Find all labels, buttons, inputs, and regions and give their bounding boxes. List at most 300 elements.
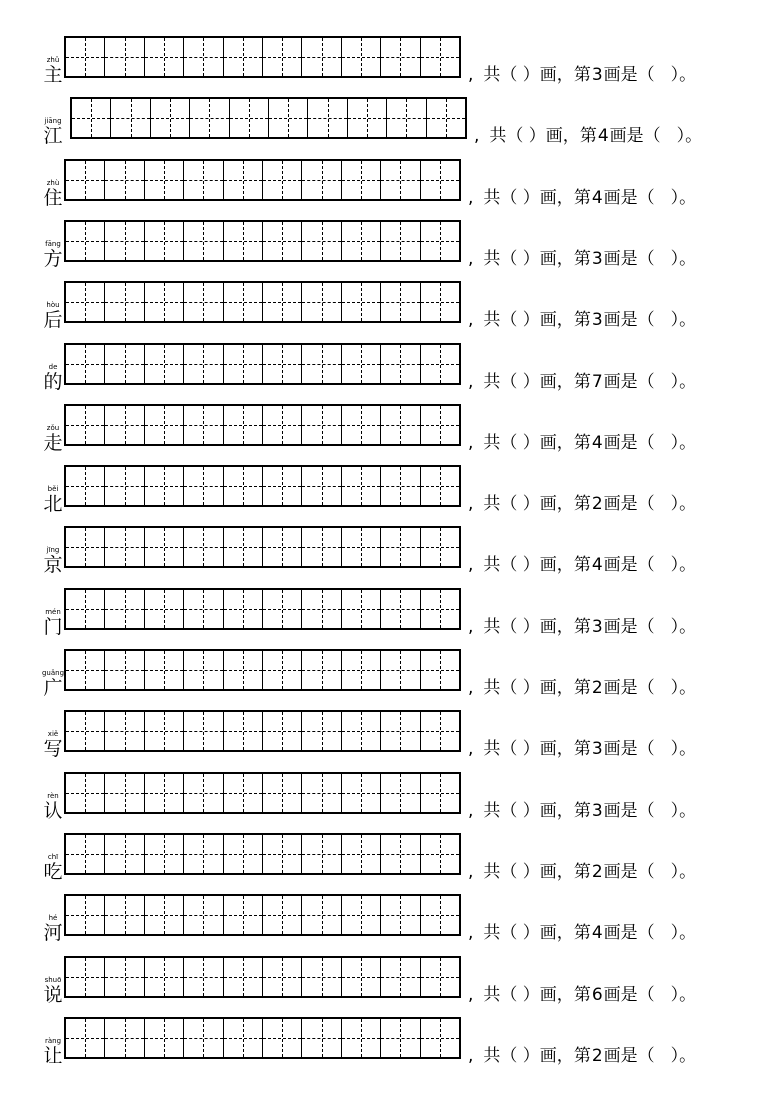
- stroke-number: 3: [591, 617, 603, 637]
- tianzige-cell[interactable]: [302, 528, 341, 566]
- pinyin-label: jiāng: [44, 117, 62, 125]
- pinyin-label: zhù: [46, 179, 60, 187]
- tianzige-cell[interactable]: [263, 774, 302, 812]
- comma-text: ,: [468, 801, 474, 821]
- tianzige-cell[interactable]: [342, 467, 381, 505]
- tianzige-cell[interactable]: [381, 283, 420, 321]
- stroke-question: [468, 187, 696, 209]
- writing-grid[interactable]: [64, 36, 461, 78]
- exercise-row: [0, 770, 780, 831]
- tianzige-cell[interactable]: [145, 835, 184, 873]
- tianzige-cell[interactable]: [184, 712, 223, 750]
- tianzige-cell[interactable]: [66, 835, 105, 873]
- tianzige-cell[interactable]: [302, 896, 341, 934]
- ordinal-label: 第: [573, 372, 591, 392]
- total-label: 共: [483, 555, 501, 575]
- tianzige-cell[interactable]: [66, 590, 105, 628]
- character-label: 写: [43, 738, 63, 760]
- tianzige-cell[interactable]: [302, 38, 341, 76]
- writing-grid[interactable]: [64, 343, 461, 385]
- tianzige-cell[interactable]: [342, 835, 381, 873]
- tianzige-cell[interactable]: [145, 467, 184, 505]
- tianzige-cell[interactable]: [145, 774, 184, 812]
- pinyin-label: rèn: [47, 792, 59, 800]
- stroke-number: 3: [591, 739, 603, 759]
- stroke-is-label: 画是（: [603, 310, 655, 330]
- tianzige-cell[interactable]: [421, 345, 459, 383]
- writing-grid[interactable]: [70, 97, 467, 139]
- tianzige-cell[interactable]: [105, 528, 144, 566]
- tianzige-cell[interactable]: [66, 651, 105, 689]
- tianzige-cell[interactable]: [145, 1019, 184, 1057]
- pinyin-label: fāng: [45, 240, 61, 248]
- stroke-count-blank: （ ）画，: [500, 310, 574, 330]
- tianzige-cell[interactable]: [145, 528, 184, 566]
- tianzige-cell[interactable]: [66, 774, 105, 812]
- tianzige-cell[interactable]: [105, 222, 144, 260]
- stroke-question: [468, 677, 696, 699]
- tianzige-cell[interactable]: [184, 1019, 223, 1057]
- tianzige-cell[interactable]: [342, 590, 381, 628]
- tianzige-cell[interactable]: [263, 283, 302, 321]
- stroke-is-label: 画是（: [603, 801, 655, 821]
- exercise-row: [0, 218, 780, 279]
- tianzige-cell[interactable]: [263, 345, 302, 383]
- tianzige-cell[interactable]: [381, 467, 420, 505]
- tianzige-cell[interactable]: [105, 467, 144, 505]
- character-label: 住: [43, 187, 63, 209]
- exercise-row: [0, 1015, 780, 1076]
- character-label: 走: [43, 432, 63, 454]
- tianzige-cell[interactable]: [190, 99, 229, 137]
- stroke-question: [468, 616, 696, 638]
- answer-blank-end: ）。: [670, 249, 697, 269]
- exercise-row: [0, 279, 780, 340]
- tianzige-cell[interactable]: [184, 283, 223, 321]
- stroke-is-label: 画是（: [603, 433, 655, 453]
- stroke-is-label: 画是（: [609, 126, 661, 146]
- writing-grid[interactable]: [64, 649, 461, 691]
- tianzige-cell[interactable]: [184, 38, 223, 76]
- stroke-number: 3: [591, 310, 603, 330]
- total-label: 共: [483, 985, 501, 1005]
- writing-grid[interactable]: [64, 526, 461, 568]
- writing-grid[interactable]: [64, 159, 461, 201]
- tianzige-cell[interactable]: [184, 896, 223, 934]
- tianzige-cell[interactable]: [145, 283, 184, 321]
- tianzige-cell[interactable]: [302, 467, 341, 505]
- tianzige-cell[interactable]: [105, 896, 144, 934]
- stroke-count-blank: （ ）画，: [500, 65, 574, 85]
- tianzige-cell[interactable]: [342, 651, 381, 689]
- writing-grid[interactable]: [64, 281, 461, 323]
- total-label: 共: [483, 739, 501, 759]
- writing-grid[interactable]: [64, 465, 461, 507]
- pinyin-label: hé: [48, 914, 58, 922]
- exercise-row: [0, 95, 780, 156]
- tianzige-cell[interactable]: [263, 651, 302, 689]
- stroke-question: [468, 493, 696, 515]
- writing-grid[interactable]: [64, 833, 461, 875]
- tianzige-cell[interactable]: [263, 222, 302, 260]
- tianzige-cell[interactable]: [263, 38, 302, 76]
- character-label: 的: [43, 371, 63, 393]
- tianzige-cell[interactable]: [381, 161, 420, 199]
- tianzige-cell[interactable]: [105, 406, 144, 444]
- comma-text: ,: [468, 1046, 474, 1066]
- tianzige-cell[interactable]: [263, 406, 302, 444]
- answer-blank-end: ）。: [670, 555, 697, 575]
- stroke-count-blank: （ ）画，: [500, 678, 574, 698]
- tianzige-cell[interactable]: [145, 161, 184, 199]
- tianzige-cell[interactable]: [145, 651, 184, 689]
- tianzige-cell[interactable]: [263, 712, 302, 750]
- stroke-count-blank: （ ）画，: [500, 1046, 574, 1066]
- tianzige-cell[interactable]: [381, 651, 420, 689]
- stroke-question: [468, 1045, 696, 1067]
- tianzige-cell[interactable]: [421, 38, 459, 76]
- tianzige-cell[interactable]: [342, 958, 381, 996]
- exercise-row: [0, 341, 780, 402]
- tianzige-cell[interactable]: [348, 99, 387, 137]
- writing-grid[interactable]: [64, 956, 461, 998]
- exercise-row: [0, 157, 780, 218]
- tianzige-cell[interactable]: [302, 345, 341, 383]
- tianzige-cell[interactable]: [66, 222, 105, 260]
- tianzige-cell[interactable]: [381, 958, 420, 996]
- tianzige-cell[interactable]: [184, 345, 223, 383]
- character-label: 让: [43, 1045, 63, 1067]
- tianzige-cell[interactable]: [145, 222, 184, 260]
- tianzige-cell[interactable]: [421, 651, 459, 689]
- tianzige-cell[interactable]: [342, 528, 381, 566]
- exercise-row: [0, 831, 780, 892]
- writing-grid[interactable]: [64, 404, 461, 446]
- tianzige-cell[interactable]: [342, 774, 381, 812]
- tianzige-cell[interactable]: [302, 958, 341, 996]
- tianzige-cell[interactable]: [224, 161, 263, 199]
- tianzige-cell[interactable]: [184, 161, 223, 199]
- tianzige-cell[interactable]: [381, 1019, 420, 1057]
- tianzige-cell[interactable]: [263, 161, 302, 199]
- tianzige-cell[interactable]: [263, 467, 302, 505]
- tianzige-cell[interactable]: [421, 161, 459, 199]
- tianzige-cell[interactable]: [224, 222, 263, 260]
- stroke-number: 3: [591, 801, 603, 821]
- tianzige-cell[interactable]: [342, 345, 381, 383]
- tianzige-cell[interactable]: [105, 958, 144, 996]
- stroke-question: [468, 922, 696, 944]
- tianzige-cell[interactable]: [105, 774, 144, 812]
- tianzige-cell[interactable]: [427, 99, 465, 137]
- tianzige-cell[interactable]: [224, 590, 263, 628]
- comma-text: ,: [468, 985, 474, 1005]
- tianzige-cell[interactable]: [224, 406, 263, 444]
- tianzige-cell[interactable]: [224, 345, 263, 383]
- exercise-row: [0, 586, 780, 647]
- stroke-number: 2: [591, 678, 603, 698]
- tianzige-cell[interactable]: [145, 406, 184, 444]
- ordinal-label: 第: [573, 862, 591, 882]
- comma-text: ,: [474, 126, 480, 146]
- answer-blank-end: ）。: [670, 923, 697, 943]
- character-label: 后: [43, 309, 63, 331]
- tianzige-cell[interactable]: [302, 1019, 341, 1057]
- tianzige-cell[interactable]: [184, 222, 223, 260]
- tianzige-cell[interactable]: [230, 99, 269, 137]
- tianzige-cell[interactable]: [342, 222, 381, 260]
- answer-blank-end: ）。: [670, 494, 697, 514]
- stroke-is-label: 画是（: [603, 678, 655, 698]
- tianzige-cell[interactable]: [302, 651, 341, 689]
- tianzige-cell[interactable]: [302, 222, 341, 260]
- tianzige-cell[interactable]: [381, 406, 420, 444]
- pinyin-label: chī: [47, 853, 59, 861]
- total-label: 共: [483, 617, 501, 637]
- tianzige-cell[interactable]: [105, 345, 144, 383]
- tianzige-cell[interactable]: [381, 222, 420, 260]
- total-label: 共: [483, 249, 501, 269]
- tianzige-cell[interactable]: [302, 835, 341, 873]
- tianzige-cell[interactable]: [342, 712, 381, 750]
- tianzige-cell[interactable]: [263, 528, 302, 566]
- tianzige-cell[interactable]: [224, 283, 263, 321]
- tianzige-cell[interactable]: [342, 406, 381, 444]
- tianzige-cell[interactable]: [224, 712, 263, 750]
- tianzige-cell[interactable]: [381, 528, 420, 566]
- character-label: 广: [43, 677, 63, 699]
- stroke-is-label: 画是（: [603, 923, 655, 943]
- stroke-count-blank: （ ）画，: [500, 985, 574, 1005]
- stroke-count-blank: （ ）画，: [500, 862, 574, 882]
- ordinal-label: 第: [573, 188, 591, 208]
- tianzige-cell[interactable]: [302, 406, 341, 444]
- tianzige-cell[interactable]: [105, 38, 144, 76]
- tianzige-cell[interactable]: [421, 774, 459, 812]
- tianzige-cell[interactable]: [421, 835, 459, 873]
- tianzige-cell[interactable]: [381, 590, 420, 628]
- tianzige-cell[interactable]: [151, 99, 190, 137]
- stroke-number: 4: [591, 555, 603, 575]
- tianzige-cell[interactable]: [224, 835, 263, 873]
- pinyin-label: zhǔ: [46, 56, 60, 64]
- tianzige-cell[interactable]: [302, 590, 341, 628]
- tianzige-cell[interactable]: [342, 161, 381, 199]
- tianzige-cell[interactable]: [224, 651, 263, 689]
- tianzige-cell[interactable]: [105, 651, 144, 689]
- tianzige-cell[interactable]: [263, 1019, 302, 1057]
- tianzige-cell[interactable]: [342, 38, 381, 76]
- tianzige-cell[interactable]: [145, 896, 184, 934]
- pinyin-label: mén: [45, 608, 61, 616]
- tianzige-cell[interactable]: [263, 958, 302, 996]
- ordinal-label: 第: [573, 1046, 591, 1066]
- tianzige-cell[interactable]: [145, 345, 184, 383]
- tianzige-cell[interactable]: [421, 1019, 459, 1057]
- tianzige-cell[interactable]: [342, 1019, 381, 1057]
- tianzige-cell[interactable]: [184, 406, 223, 444]
- pinyin-label: ràng: [44, 1037, 62, 1045]
- stroke-question: [474, 125, 702, 147]
- comma-text: ,: [468, 372, 474, 392]
- tianzige-cell[interactable]: [66, 283, 105, 321]
- tianzige-cell[interactable]: [387, 99, 426, 137]
- tianzige-cell[interactable]: [421, 467, 459, 505]
- writing-grid[interactable]: [64, 710, 461, 752]
- stroke-count-blank: （ ）画，: [500, 188, 574, 208]
- exercise-row: [0, 402, 780, 463]
- tianzige-cell[interactable]: [263, 835, 302, 873]
- total-label: 共: [483, 862, 501, 882]
- tianzige-cell[interactable]: [184, 958, 223, 996]
- total-label: 共: [483, 678, 501, 698]
- tianzige-cell[interactable]: [224, 38, 263, 76]
- tianzige-cell[interactable]: [184, 467, 223, 505]
- tianzige-cell[interactable]: [72, 99, 111, 137]
- tianzige-cell[interactable]: [224, 774, 263, 812]
- stroke-question: [468, 984, 696, 1006]
- tianzige-cell[interactable]: [105, 590, 144, 628]
- tianzige-cell[interactable]: [381, 38, 420, 76]
- tianzige-cell[interactable]: [145, 712, 184, 750]
- stroke-number: 2: [591, 1046, 603, 1066]
- stroke-is-label: 画是（: [603, 188, 655, 208]
- tianzige-cell[interactable]: [421, 528, 459, 566]
- stroke-number: 2: [591, 862, 603, 882]
- tianzige-cell[interactable]: [184, 651, 223, 689]
- exercise-row: [0, 524, 780, 585]
- tianzige-cell[interactable]: [66, 161, 105, 199]
- writing-grid[interactable]: [64, 220, 461, 262]
- stroke-is-label: 画是（: [603, 555, 655, 575]
- writing-grid[interactable]: [64, 894, 461, 936]
- comma-text: ,: [468, 555, 474, 575]
- tianzige-cell[interactable]: [381, 896, 420, 934]
- stroke-is-label: 画是（: [603, 65, 655, 85]
- stroke-count-blank: （ ）画，: [500, 923, 574, 943]
- tianzige-cell[interactable]: [308, 99, 347, 137]
- tianzige-cell[interactable]: [224, 896, 263, 934]
- tianzige-cell[interactable]: [381, 835, 420, 873]
- tianzige-cell[interactable]: [145, 958, 184, 996]
- total-label: 共: [483, 494, 501, 514]
- answer-blank-end: ）。: [670, 739, 697, 759]
- character-label: 认: [43, 800, 63, 822]
- stroke-question: [468, 554, 696, 576]
- pinyin-label: shuō: [44, 976, 62, 984]
- tianzige-cell[interactable]: [184, 774, 223, 812]
- tianzige-cell[interactable]: [302, 712, 341, 750]
- tianzige-cell[interactable]: [66, 1019, 105, 1057]
- tianzige-cell[interactable]: [269, 99, 308, 137]
- ordinal-label: 第: [573, 249, 591, 269]
- pinyin-label: hòu: [46, 301, 60, 309]
- pinyin-label: zǒu: [46, 424, 60, 432]
- tianzige-cell[interactable]: [224, 467, 263, 505]
- answer-blank-end: ）。: [670, 862, 697, 882]
- tianzige-cell[interactable]: [66, 345, 105, 383]
- tianzige-cell[interactable]: [421, 896, 459, 934]
- ordinal-label: 第: [573, 310, 591, 330]
- tianzige-cell[interactable]: [105, 161, 144, 199]
- stroke-question: [468, 371, 696, 393]
- tianzige-cell[interactable]: [105, 1019, 144, 1057]
- total-label: 共: [483, 1046, 501, 1066]
- tianzige-cell[interactable]: [381, 774, 420, 812]
- tianzige-cell[interactable]: [184, 835, 223, 873]
- tianzige-cell[interactable]: [421, 590, 459, 628]
- exercise-row: [0, 463, 780, 524]
- tianzige-cell[interactable]: [421, 958, 459, 996]
- stroke-question: [468, 309, 696, 331]
- writing-grid[interactable]: [64, 588, 461, 630]
- tianzige-cell[interactable]: [263, 590, 302, 628]
- comma-text: ,: [468, 65, 474, 85]
- writing-grid[interactable]: [64, 1017, 461, 1059]
- tianzige-cell[interactable]: [66, 406, 105, 444]
- total-label: 共: [489, 126, 507, 146]
- tianzige-cell[interactable]: [342, 896, 381, 934]
- tianzige-cell[interactable]: [105, 835, 144, 873]
- stroke-number: 4: [591, 433, 603, 453]
- stroke-count-blank: （ ）画，: [500, 433, 574, 453]
- stroke-count-blank: （ ）画，: [500, 739, 574, 759]
- tianzige-cell[interactable]: [184, 590, 223, 628]
- tianzige-cell[interactable]: [66, 958, 105, 996]
- stroke-question: [468, 800, 696, 822]
- comma-text: ,: [468, 678, 474, 698]
- tianzige-cell[interactable]: [421, 406, 459, 444]
- tianzige-cell[interactable]: [66, 467, 105, 505]
- tianzige-cell[interactable]: [66, 896, 105, 934]
- answer-blank-end: ）。: [670, 433, 697, 453]
- tianzige-cell[interactable]: [224, 1019, 263, 1057]
- tianzige-cell[interactable]: [302, 774, 341, 812]
- tianzige-cell[interactable]: [184, 528, 223, 566]
- tianzige-cell[interactable]: [302, 283, 341, 321]
- tianzige-cell[interactable]: [145, 590, 184, 628]
- tianzige-cell[interactable]: [105, 712, 144, 750]
- tianzige-cell[interactable]: [381, 345, 420, 383]
- tianzige-cell[interactable]: [381, 712, 420, 750]
- tianzige-cell[interactable]: [263, 896, 302, 934]
- tianzige-cell[interactable]: [421, 712, 459, 750]
- tianzige-cell[interactable]: [302, 161, 341, 199]
- writing-grid[interactable]: [64, 772, 461, 814]
- tianzige-cell[interactable]: [421, 283, 459, 321]
- ordinal-label: 第: [573, 678, 591, 698]
- tianzige-cell[interactable]: [66, 38, 105, 76]
- tianzige-cell[interactable]: [224, 528, 263, 566]
- tianzige-cell[interactable]: [342, 283, 381, 321]
- stroke-is-label: 画是（: [603, 617, 655, 637]
- tianzige-cell[interactable]: [105, 283, 144, 321]
- character-label: 主: [43, 64, 63, 86]
- stroke-count-blank: （ ）画，: [500, 249, 574, 269]
- tianzige-cell[interactable]: [421, 222, 459, 260]
- tianzige-cell[interactable]: [66, 528, 105, 566]
- tianzige-cell[interactable]: [224, 958, 263, 996]
- comma-text: ,: [468, 617, 474, 637]
- stroke-count-blank: （ ）画，: [500, 555, 574, 575]
- tianzige-cell[interactable]: [111, 99, 150, 137]
- tianzige-cell[interactable]: [66, 712, 105, 750]
- tianzige-cell[interactable]: [145, 38, 184, 76]
- total-label: 共: [483, 310, 501, 330]
- comma-text: ,: [468, 249, 474, 269]
- stroke-number: 4: [597, 126, 609, 146]
- stroke-is-label: 画是（: [603, 862, 655, 882]
